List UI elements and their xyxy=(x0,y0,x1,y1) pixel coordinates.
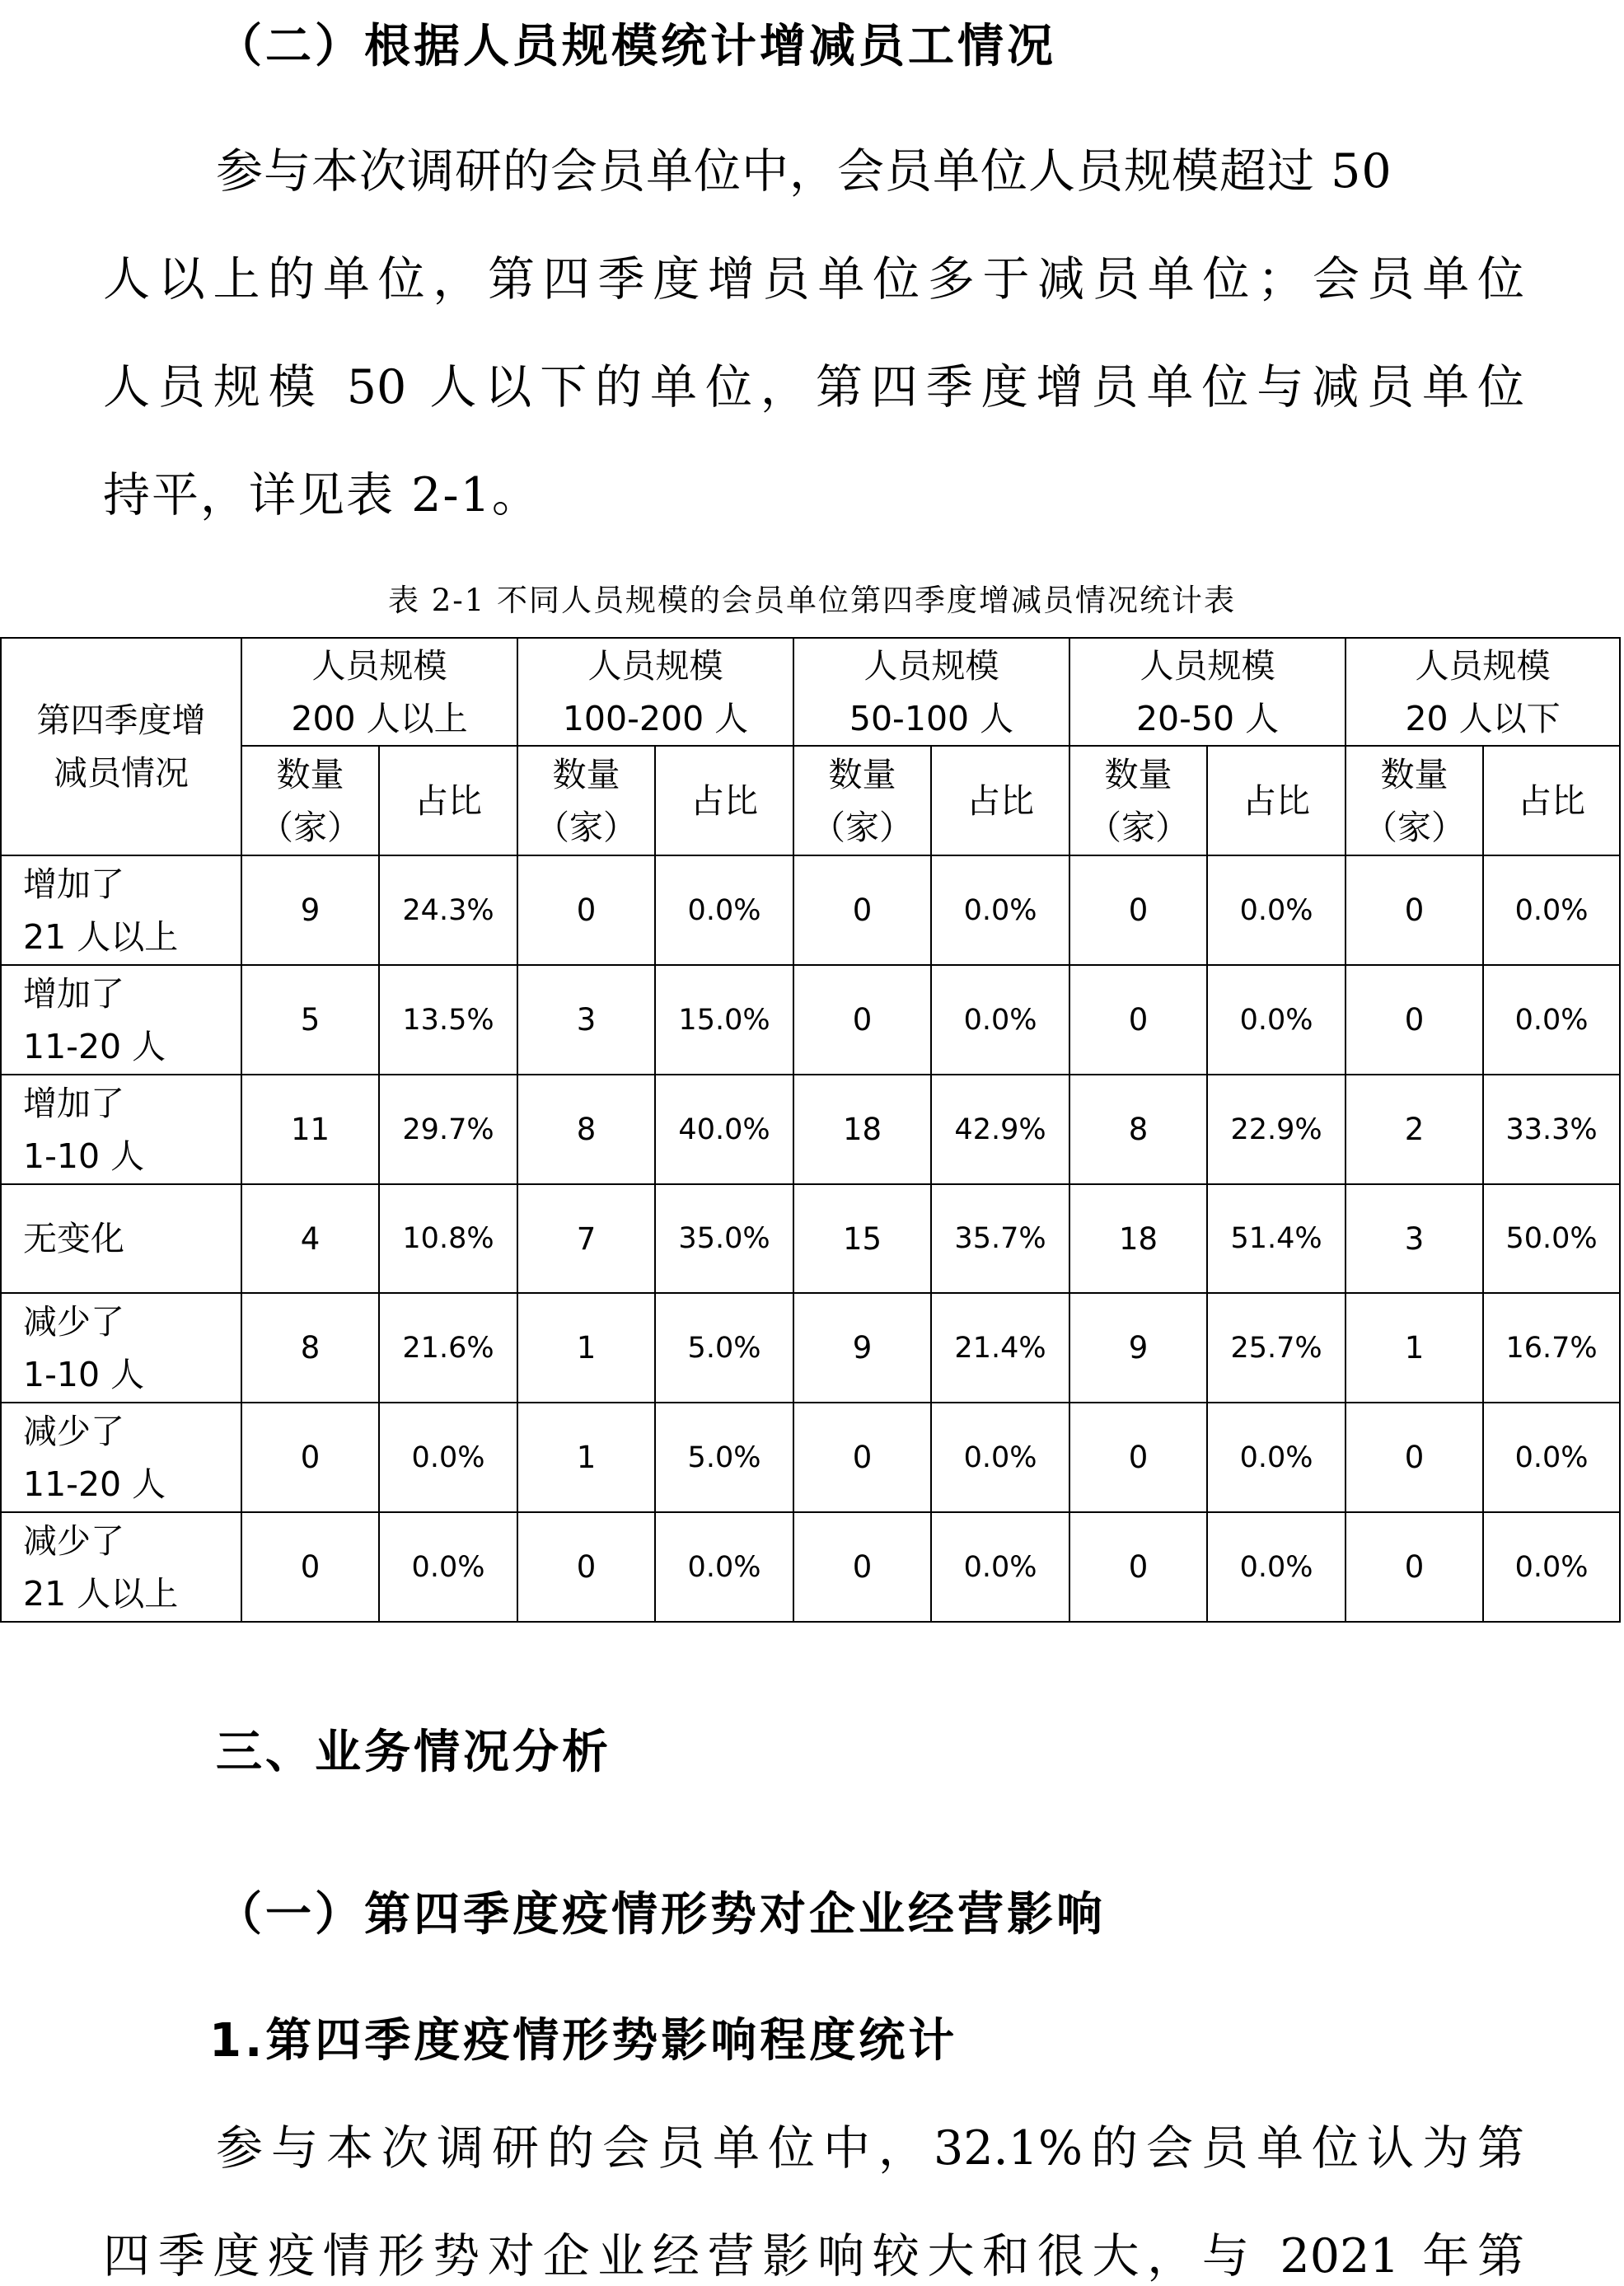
corner-header-line-2: 减员情况 xyxy=(54,753,189,793)
sub-header-percent: 占比 xyxy=(1207,746,1346,855)
table-row xyxy=(1,965,1620,1075)
cell-percent: 13.5% xyxy=(379,965,517,1075)
paragraph-1-line-3: 人员规模 50 人以下的单位，第四季度增员单位与减员单位 xyxy=(103,360,1524,415)
sub-header-row xyxy=(1,746,1620,855)
row-label xyxy=(1,1512,241,1622)
cell-percent: 0.0% xyxy=(931,1403,1069,1512)
sub-header-count-line-1: 数量 xyxy=(1104,754,1172,794)
cell-count: 0 xyxy=(1346,855,1483,965)
table-row xyxy=(1,1293,1620,1403)
cell-count: 1 xyxy=(517,1403,655,1512)
sub-header-count-line-1: 数量 xyxy=(1380,754,1448,794)
cell-percent: 0.0% xyxy=(1207,965,1346,1075)
sub-header-count-line-2: （家） xyxy=(812,807,914,847)
cell-count: 15 xyxy=(793,1184,931,1293)
group-header-line-2: 200 人以上 xyxy=(291,698,468,738)
cell-percent: 21.6% xyxy=(379,1293,517,1403)
row-label-line-2: 21 人以上 xyxy=(23,1573,179,1614)
group-header-line-2: 20 人以下 xyxy=(1405,698,1561,738)
cell-count: 9 xyxy=(241,855,379,965)
cell-count: 4 xyxy=(241,1184,379,1293)
cell-count: 8 xyxy=(517,1075,655,1184)
group-header-line-1: 人员规模 xyxy=(1140,645,1275,686)
sub-header-percent: 占比 xyxy=(379,746,517,855)
table-caption: 表 2-1 不同人员规模的会员单位第四季度增减员情况统计表 xyxy=(387,583,1237,618)
row-label-line-1: 减少了 xyxy=(23,1411,124,1451)
cell-percent: 16.7% xyxy=(1483,1293,1620,1403)
sub-header-count xyxy=(241,746,379,855)
row-label-line-2: 11-20 人 xyxy=(23,1464,166,1504)
cell-percent: 25.7% xyxy=(1207,1293,1346,1403)
group-header-200-plus xyxy=(241,638,517,746)
sub-header-count xyxy=(793,746,931,855)
cell-count: 8 xyxy=(241,1293,379,1403)
cell-percent: 33.3% xyxy=(1483,1075,1620,1184)
cell-percent: 0.0% xyxy=(1483,1512,1620,1622)
cell-percent: 0.0% xyxy=(931,965,1069,1075)
cell-percent: 15.0% xyxy=(655,965,793,1075)
group-header-line-1: 人员规模 xyxy=(1415,645,1551,686)
row-label-line-1: 增加了 xyxy=(23,864,124,904)
sub-header-count-line-2: （家） xyxy=(1364,807,1466,847)
cell-count: 18 xyxy=(1069,1184,1207,1293)
sub-header-count xyxy=(517,746,655,855)
table-row xyxy=(1,855,1620,965)
sub-header-count xyxy=(1346,746,1483,855)
table-row xyxy=(1,1403,1620,1512)
cell-count: 0 xyxy=(1069,965,1207,1075)
cell-percent: 0.0% xyxy=(655,855,793,965)
cell-count: 0 xyxy=(241,1403,379,1512)
paragraph-1-line-4: 持平，详见表 2-1。 xyxy=(103,468,541,522)
subsubsection-heading-1: 1.第四季度疫情形势影响程度统计 xyxy=(209,2014,958,2068)
sub-header-count-line-1: 数量 xyxy=(552,754,620,794)
paragraph-1-line-1: 参与本次调研的会员单位中，会员单位人员规模超过 50 xyxy=(216,144,1392,199)
cell-percent: 0.0% xyxy=(931,855,1069,965)
cell-percent: 24.3% xyxy=(379,855,517,965)
row-label-line-2: 1-10 人 xyxy=(23,1354,145,1394)
cell-count: 9 xyxy=(793,1293,931,1403)
cell-percent: 0.0% xyxy=(1207,1512,1346,1622)
sub-header-percent: 占比 xyxy=(1483,746,1620,855)
row-label xyxy=(1,1293,241,1403)
sub-header-count-line-2: （家） xyxy=(536,807,638,847)
sub-header-count-line-2: （家） xyxy=(1088,807,1190,847)
cell-count: 0 xyxy=(517,855,655,965)
cell-percent: 42.9% xyxy=(931,1075,1069,1184)
row-label-line-1: 增加了 xyxy=(23,973,124,1014)
cell-percent: 51.4% xyxy=(1207,1184,1346,1293)
table-row xyxy=(1,1075,1620,1184)
cell-percent: 0.0% xyxy=(931,1512,1069,1622)
group-header-line-2: 20-50 人 xyxy=(1135,698,1280,738)
group-header-100-200 xyxy=(517,638,793,746)
row-label-line-2: 21 人以上 xyxy=(23,916,179,957)
row-label-line-2: 11-20 人 xyxy=(23,1026,166,1066)
group-header-line-2: 100-200 人 xyxy=(562,698,749,738)
cell-percent: 5.0% xyxy=(655,1403,793,1512)
cell-percent: 0.0% xyxy=(1483,965,1620,1075)
group-header-line-2: 50-100 人 xyxy=(849,698,1014,738)
cell-percent: 35.0% xyxy=(655,1184,793,1293)
cell-percent: 0.0% xyxy=(655,1512,793,1622)
cell-count: 0 xyxy=(1069,1403,1207,1512)
cell-percent: 50.0% xyxy=(1483,1184,1620,1293)
cell-percent: 29.7% xyxy=(379,1075,517,1184)
group-header-line-1: 人员规模 xyxy=(863,645,999,686)
row-label-line-1: 增加了 xyxy=(23,1083,124,1123)
cell-percent: 40.0% xyxy=(655,1075,793,1184)
cell-count: 0 xyxy=(517,1512,655,1622)
cell-count: 0 xyxy=(793,1512,931,1622)
sub-header-count-line-1: 数量 xyxy=(276,754,344,794)
sub-header-percent: 占比 xyxy=(931,746,1069,855)
section-heading-3: 三、业务情况分析 xyxy=(216,1726,611,1779)
sub-header-percent: 占比 xyxy=(655,746,793,855)
cell-count: 0 xyxy=(241,1512,379,1622)
cell-count: 11 xyxy=(241,1075,379,1184)
cell-count: 1 xyxy=(1346,1293,1483,1403)
cell-count: 0 xyxy=(793,1403,931,1512)
cell-count: 0 xyxy=(1069,1512,1207,1622)
cell-count: 0 xyxy=(793,855,931,965)
section-heading-2: （二）根据人员规模统计增减员工情况 xyxy=(216,20,1056,73)
table-row xyxy=(1,1184,1620,1293)
cell-count: 0 xyxy=(793,965,931,1075)
staffing-change-table xyxy=(0,637,1621,1623)
cell-percent: 0.0% xyxy=(1207,1403,1346,1512)
subsection-heading-1: （一）第四季度疫情形势对企业经营影响 xyxy=(216,1888,1106,1942)
row-label xyxy=(1,1075,241,1184)
cell-percent: 10.8% xyxy=(379,1184,517,1293)
group-header-line-1: 人员规模 xyxy=(311,645,447,686)
table-corner-header xyxy=(1,638,241,855)
row-label xyxy=(1,965,241,1075)
row-label-line-1: 减少了 xyxy=(23,1520,124,1561)
cell-percent: 0.0% xyxy=(379,1512,517,1622)
cell-count: 1 xyxy=(517,1293,655,1403)
cell-percent: 35.7% xyxy=(931,1184,1069,1293)
row-label xyxy=(1,855,241,965)
group-header-50-100 xyxy=(793,638,1069,746)
sub-header-count-line-1: 数量 xyxy=(828,754,896,794)
cell-count: 2 xyxy=(1346,1075,1483,1184)
cell-percent: 0.0% xyxy=(1483,855,1620,965)
group-header-line-1: 人员规模 xyxy=(587,645,723,686)
cell-percent: 0.0% xyxy=(1483,1403,1620,1512)
cell-count: 0 xyxy=(1346,1403,1483,1512)
cell-percent: 0.0% xyxy=(1207,855,1346,965)
cell-percent: 21.4% xyxy=(931,1293,1069,1403)
sub-header-count xyxy=(1069,746,1207,855)
cell-count: 3 xyxy=(517,965,655,1075)
cell-count: 0 xyxy=(1069,855,1207,965)
cell-count: 18 xyxy=(793,1075,931,1184)
group-header-under-20 xyxy=(1346,638,1620,746)
cell-count: 8 xyxy=(1069,1075,1207,1184)
row-label-line-1: 减少了 xyxy=(23,1301,124,1342)
paragraph-1-line-2: 人以上的单位，第四季度增员单位多于减员单位；会员单位 xyxy=(103,252,1524,307)
cell-count: 9 xyxy=(1069,1293,1207,1403)
group-header-20-50 xyxy=(1069,638,1346,746)
cell-percent: 0.0% xyxy=(379,1403,517,1512)
cell-count: 5 xyxy=(241,965,379,1075)
paragraph-2-line-2: 四季度疫情形势对企业经营影响较大和很大，与 2021 年第 xyxy=(103,2229,1524,2284)
row-label xyxy=(1,1184,241,1293)
cell-count: 7 xyxy=(517,1184,655,1293)
sub-header-count-line-2: （家） xyxy=(260,807,361,847)
paragraph-2-line-1: 参与本次调研的会员单位中，32.1%的会员单位认为第 xyxy=(216,2121,1524,2176)
cell-percent: 5.0% xyxy=(655,1293,793,1403)
table-row xyxy=(1,1512,1620,1622)
row-label-line-2: 1-10 人 xyxy=(23,1136,145,1176)
cell-count: 0 xyxy=(1346,1512,1483,1622)
row-label xyxy=(1,1403,241,1512)
cell-count: 3 xyxy=(1346,1184,1483,1293)
cell-count: 0 xyxy=(1346,965,1483,1075)
cell-percent: 22.9% xyxy=(1207,1075,1346,1184)
row-label-line-1: 无变化 xyxy=(23,1219,124,1258)
corner-header-line-1: 第四季度增 xyxy=(36,700,206,740)
